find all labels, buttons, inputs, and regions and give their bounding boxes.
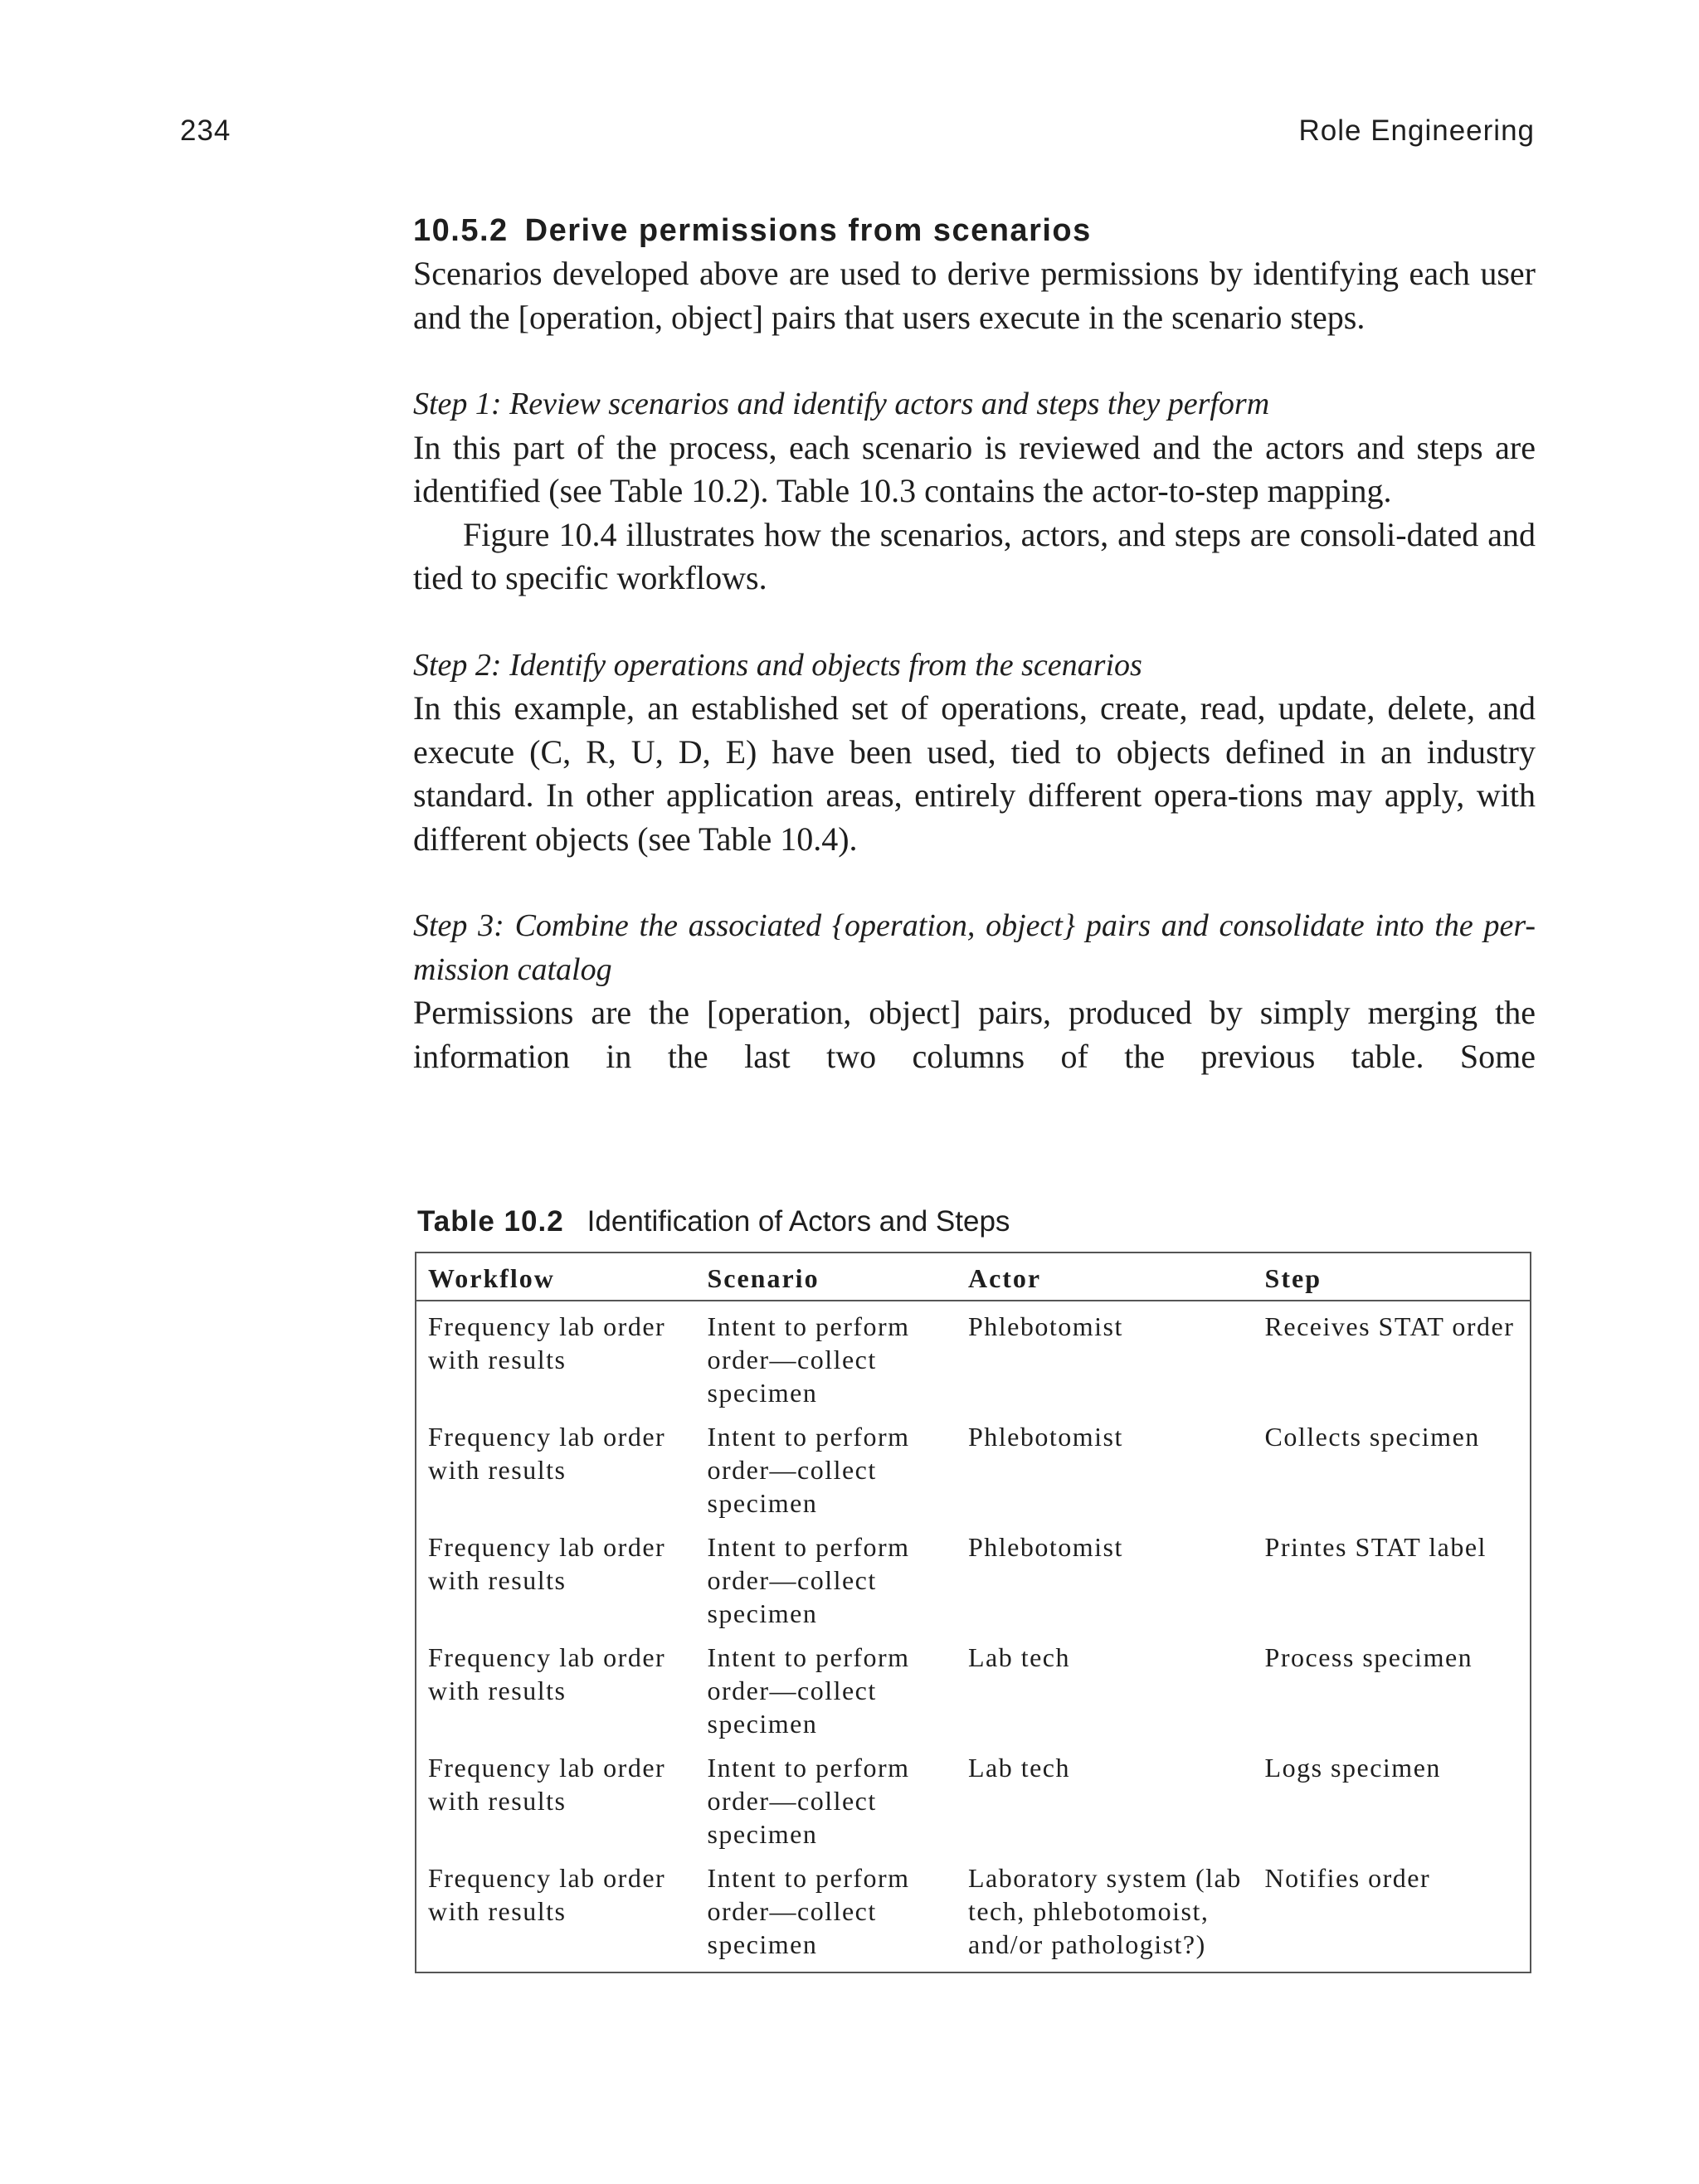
cell-actor: Phlebotomist bbox=[967, 1311, 1123, 1341]
table-number: Table 10.2 bbox=[417, 1205, 564, 1238]
cell-actor: Laboratory system (lab tech, phlebotomoist, and/or pathologist?) bbox=[967, 1863, 1242, 1959]
cell-workflow: Frequency lab order with results bbox=[428, 1422, 666, 1485]
running-head: Role Engineering bbox=[1298, 114, 1535, 147]
cell-scenario: Intent to perform order—collect specimen bbox=[707, 1753, 910, 1849]
step-3-paragraph: Permissions are the [operation, object] pairs, produced by simply merging the information in the last two columns of the previous table. Some bbox=[413, 994, 1536, 1075]
section-title: Derive permissions from scenarios bbox=[524, 213, 1092, 248]
column-header-actor: Actor bbox=[957, 1253, 1254, 1301]
page-number: 234 bbox=[180, 114, 231, 147]
cell-step: Logs specimen bbox=[1264, 1753, 1441, 1783]
step-1-paragraph: In this part of the process, each scenario is reviewed and the actors and steps are identified (see Table 10.2). Table 10.3 contains the actor-to-step mapping. bbox=[413, 428, 1536, 509]
intro-paragraph: Scenarios developed above are used to derive permissions by identifying each user and the [operation, object] pairs that users execute in the scenario steps. bbox=[413, 255, 1536, 336]
table-caption bbox=[417, 1204, 1010, 1240]
cell-step: Printes STAT label bbox=[1264, 1532, 1487, 1562]
cell-workflow: Frequency lab order with results bbox=[428, 1642, 666, 1705]
cell-scenario: Intent to perform order—collect specimen bbox=[707, 1422, 910, 1518]
cell-step: Process specimen bbox=[1264, 1642, 1473, 1672]
cell-actor: Lab tech bbox=[967, 1642, 1070, 1672]
cell-workflow: Frequency lab order with results bbox=[428, 1863, 666, 1926]
step-1-paragraph-2: Figure 10.4 illustrates how the scenarios, actors, and steps are consoli-dated and tied to specific workflows. bbox=[413, 515, 1536, 596]
cell-workflow: Frequency lab order with results bbox=[428, 1753, 666, 1816]
section-number: 10.5.2 bbox=[413, 213, 509, 248]
table-row bbox=[416, 1861, 1531, 1972]
cell-step: Collects specimen bbox=[1264, 1422, 1480, 1452]
cell-scenario: Intent to perform order—collect specimen bbox=[707, 1532, 910, 1628]
table-row bbox=[416, 1751, 1531, 1861]
step-2-paragraph: In this example, an established set of operations, create, read, update, delete, and execute (C, R, U, D, E) have been used, tied to objects defined in an industry standard. In other application areas, entirely different opera-tions may apply, with different objects (see Table 10.4). bbox=[413, 689, 1536, 858]
table-title: Identification of Actors and Steps bbox=[587, 1205, 1010, 1238]
cell-scenario: Intent to perform order—collect specimen bbox=[707, 1311, 910, 1408]
step-1-heading: Step 1: Review scenarios and identify actors and steps they perform bbox=[413, 387, 1270, 421]
cell-step: Notifies order bbox=[1264, 1863, 1431, 1893]
column-header-scenario: Scenario bbox=[695, 1253, 956, 1301]
section-heading bbox=[413, 209, 1536, 252]
cell-scenario: Intent to perform order—collect specimen bbox=[707, 1863, 910, 1959]
cell-workflow: Frequency lab order with results bbox=[428, 1311, 666, 1374]
table-header-row bbox=[416, 1253, 1531, 1301]
actors-steps-table bbox=[415, 1252, 1531, 1973]
main-content bbox=[413, 209, 1536, 1078]
cell-step: Receives STAT order bbox=[1264, 1311, 1515, 1341]
cell-actor: Lab tech bbox=[967, 1753, 1070, 1783]
cell-actor: Phlebotomist bbox=[967, 1532, 1123, 1562]
table-row bbox=[416, 1420, 1531, 1530]
column-header-workflow: Workflow bbox=[416, 1253, 695, 1301]
table-row bbox=[416, 1530, 1531, 1641]
step-2-heading: Step 2: Identify operations and objects from the scenarios bbox=[413, 647, 1142, 683]
cell-workflow: Frequency lab order with results bbox=[428, 1532, 666, 1595]
step-3-heading: Step 3: Combine the associated {operation, object} pairs and consolidate into the per-mission catalog bbox=[413, 908, 1536, 987]
cell-actor: Phlebotomist bbox=[967, 1422, 1123, 1452]
cell-scenario: Intent to perform order—collect specimen bbox=[707, 1642, 910, 1739]
table-row bbox=[416, 1641, 1531, 1751]
table-row bbox=[416, 1301, 1531, 1420]
column-header-step: Step bbox=[1254, 1253, 1531, 1301]
